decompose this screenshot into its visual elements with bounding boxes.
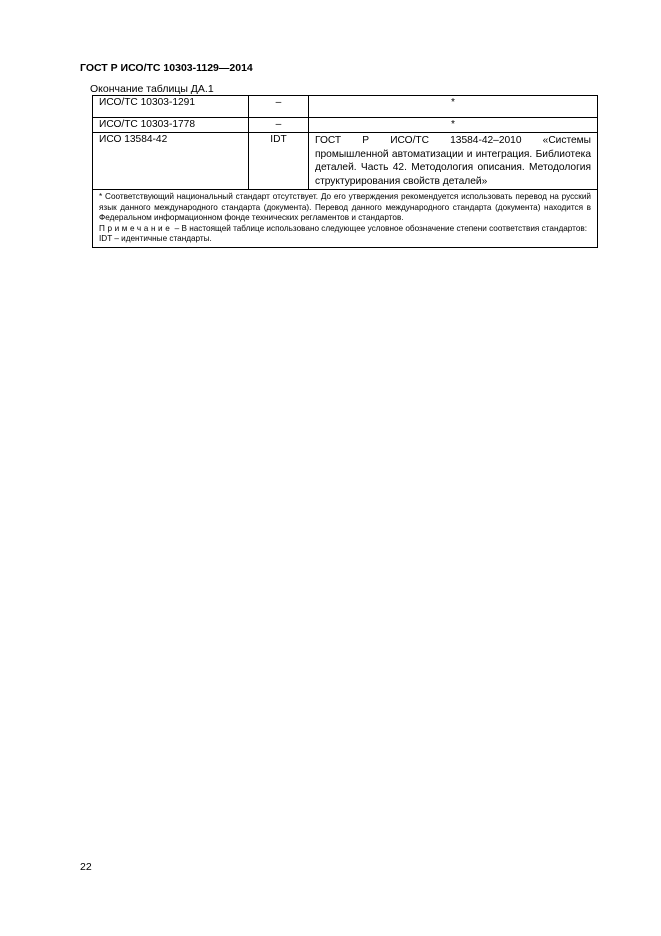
degree-cell: – bbox=[249, 118, 309, 133]
international-standard-cell: ИСО/ТС 10303-1778 bbox=[93, 118, 249, 133]
page-number: 22 bbox=[80, 861, 92, 873]
footnote-text: * Соответствующий национальный стандарт отсутствует. До его утверждения рекомендуется использовать перевод на русский язык данного международного стандарта (документа). Перевод данного международного стандарта (документа) находится в Федеральном информационном фонде технических регламентов и стандартов. bbox=[99, 192, 591, 223]
table-row bbox=[93, 96, 598, 118]
table-row bbox=[93, 118, 598, 133]
legend-text: IDT – идентичные стандарты. bbox=[99, 234, 212, 244]
standards-table bbox=[92, 95, 598, 248]
table-footnote-row bbox=[93, 190, 598, 248]
national-standard-cell: * bbox=[309, 96, 598, 118]
international-standard-cell: ИСО/ТС 10303-1291 bbox=[93, 96, 249, 118]
table-caption: Окончание таблицы ДА.1 bbox=[90, 83, 214, 95]
note-text: – В настоящей таблице использовано следующее условное обозначение степени соответствия стандартов: bbox=[174, 223, 588, 233]
table-row bbox=[93, 133, 598, 190]
document-header: ГОСТ Р ИСО/ТС 10303-1129—2014 bbox=[80, 62, 253, 74]
degree-cell: – bbox=[249, 96, 309, 118]
national-standard-cell: ГОСТ Р ИСО/ТС 13584-42–2010 «Системы промышленной автоматизации и интеграция. Библиотека деталей. Часть 42. Методология описания. Методология структурирования свойств деталей» bbox=[309, 133, 598, 190]
table-footnote bbox=[93, 190, 598, 248]
note-label: Примечание bbox=[99, 223, 173, 233]
international-standard-cell: ИСО 13584-42 bbox=[93, 133, 249, 190]
degree-cell: IDT bbox=[249, 133, 309, 190]
table-note bbox=[99, 224, 591, 235]
national-standard-cell: * bbox=[309, 118, 598, 133]
